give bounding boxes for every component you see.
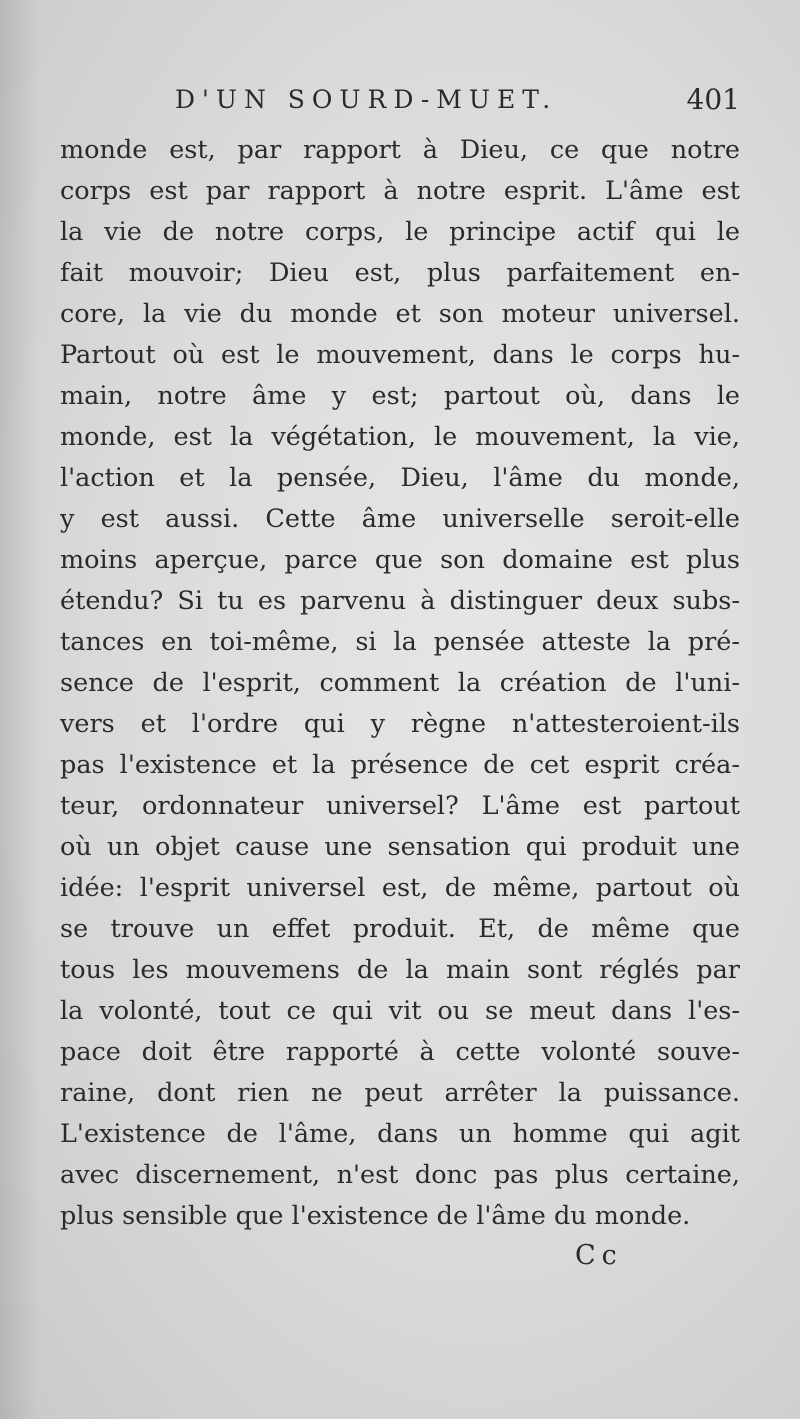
text-line: pace doit être rapporté à cette volonté souve- [60, 1037, 740, 1067]
text-line: corps est par rapport à notre esprit. L'âme est [60, 176, 740, 206]
text-line: tous les mouvemens de la main sont réglés par [60, 955, 740, 985]
text-line: core, la vie du monde et son moteur universel. [60, 299, 740, 329]
page-number: 401 [686, 83, 740, 116]
text-line: monde, est la végétation, le mouvement, la vie, [60, 422, 740, 452]
running-title: D'UN SOURD-MUET. [175, 85, 558, 114]
text-line: l'action et la pensée, Dieu, l'âme du monde, [60, 463, 740, 493]
text-line: vers et l'ordre qui y règne n'attesteroient-ils [60, 709, 740, 739]
body-text [60, 130, 740, 1237]
running-head [60, 80, 740, 120]
text-line: avec discernement, n'est donc pas plus certaine, [60, 1160, 740, 1190]
text-line: Partout où est le mouvement, dans le corps hu- [60, 340, 740, 370]
text-line: teur, ordonnateur universel? L'âme est partout [60, 791, 740, 821]
text-line: raine, dont rien ne peut arrêter la puissance. [60, 1078, 740, 1108]
text-line: étendu? Si tu es parvenu à distinguer deux subs- [60, 586, 740, 616]
signature-mark: Cc [575, 1240, 623, 1271]
text-line: sence de l'esprit, comment la création de l'uni- [60, 668, 740, 698]
text-line: main, notre âme y est; partout où, dans le [60, 381, 740, 411]
text-line: tances en toi-même, si la pensée atteste la pré- [60, 627, 740, 657]
text-line: monde est, par rapport à Dieu, ce que notre [60, 135, 740, 165]
text-line: y est aussi. Cette âme universelle seroit-elle [60, 504, 740, 534]
text-line: plus sensible que l'existence de l'âme du monde. [60, 1201, 691, 1231]
text-line: L'existence de l'âme, dans un homme qui agit [60, 1119, 740, 1149]
text-line: la volonté, tout ce qui vit ou se meut dans l'es- [60, 996, 740, 1026]
text-line: moins aperçue, parce que son domaine est plus [60, 545, 740, 575]
text-line: idée: l'esprit universel est, de même, partout où [60, 873, 740, 903]
text-line: où un objet cause une sensation qui produit une [60, 832, 740, 862]
text-line: fait mouvoir; Dieu est, plus parfaitement en- [60, 258, 740, 288]
text-line: se trouve un effet produit. Et, de même que [60, 914, 740, 944]
text-line: pas l'existence et la présence de cet esprit créa- [60, 750, 740, 780]
text-line: la vie de notre corps, le principe actif qui le [60, 217, 740, 247]
